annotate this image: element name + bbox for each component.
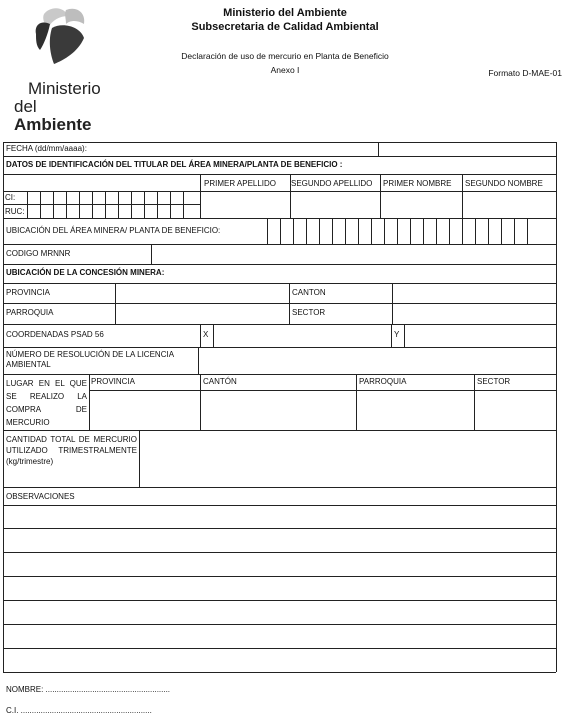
lugar-provincia-header: PROVINCIA [91,377,136,386]
fecha-label: FECHA (dd/mm/aaaa): [6,144,87,153]
declaration-title: Declaración de uso de mercurio en Planta de Beneficio [181,51,389,61]
coord-x-label: X [203,330,209,339]
ruc-label: RUC: [5,207,25,216]
observaciones-label: OBSERVACIONES [6,492,75,501]
primer-apellido-header: PRIMER APELLIDO [204,179,277,188]
lugar-compra-label: LUGAR EN EL QUE SE REALIZO LA COMPRA DE MERCURIO [6,379,87,427]
ci-label: CI: [5,193,16,202]
lugar-canton-header: CANTÓN [203,377,237,386]
primer-nombre-header: PRIMER NOMBRE [383,179,452,188]
logo-text-ministerio: Ministerio [28,79,101,98]
subsecretary-title: Subsecretaria de Calidad Ambiental [191,21,379,33]
cantidad-label: CANTIDAD TOTAL DE MERCURIO UTILIZADO TRIMESTRALMENTE (kg/trimestre) [6,435,137,466]
annex-label: Anexo I [270,65,300,75]
canton-label: CANTON [292,288,326,297]
parroquia-label: PARROQUIA [6,308,54,317]
logo-text-ambiente [14,98,112,134]
codigo-label: CODIGO MRNNR [6,249,71,258]
provincia-label: PROVINCIA [6,288,51,297]
format-code: Formato D-MAE-01 [488,68,562,78]
resolucion-label: NÚMERO DE RESOLUCIÓN DE LA LICENCIA AMBIENTAL [6,350,174,369]
ubicacion-concesion-heading: UBICACIÓN DE LA CONCESIÓN MINERA: [6,268,165,277]
segundo-nombre-header: SEGUNDO NOMBRE [465,179,543,188]
ministry-title: Ministerio del Ambiente [223,7,347,19]
ci-signature-line: C.I. ........................................................... [6,706,152,715]
nombre-signature-line: NOMBRE: ........................................................ [6,685,171,694]
leaf-logo-icon [30,4,90,66]
lugar-parroquia-header: PARROQUIA [359,377,407,386]
logo-text-del: del [14,97,37,116]
sector-label: SECTOR [292,308,326,317]
ubicacion-area-label: UBICACIÓN DEL ÁREA MINERA/ PLANTA DE BENEFICIO: [6,226,221,235]
segundo-apellido-header: SEGUNDO APELLIDO [291,179,373,188]
logo-text-ambiente-bold: Ambiente [14,115,92,134]
coord-y-label: Y [394,330,400,339]
coordenadas-label: COORDENADAS PSAD 56 [6,330,104,339]
ministry-logo [14,4,112,134]
lugar-sector-header: SECTOR [477,377,511,386]
datos-titular-heading: DATOS DE IDENTIFICACIÓN DEL TITULAR DEL ÁREA MINERA/PLANTA DE BENEFICIO : [6,160,343,169]
